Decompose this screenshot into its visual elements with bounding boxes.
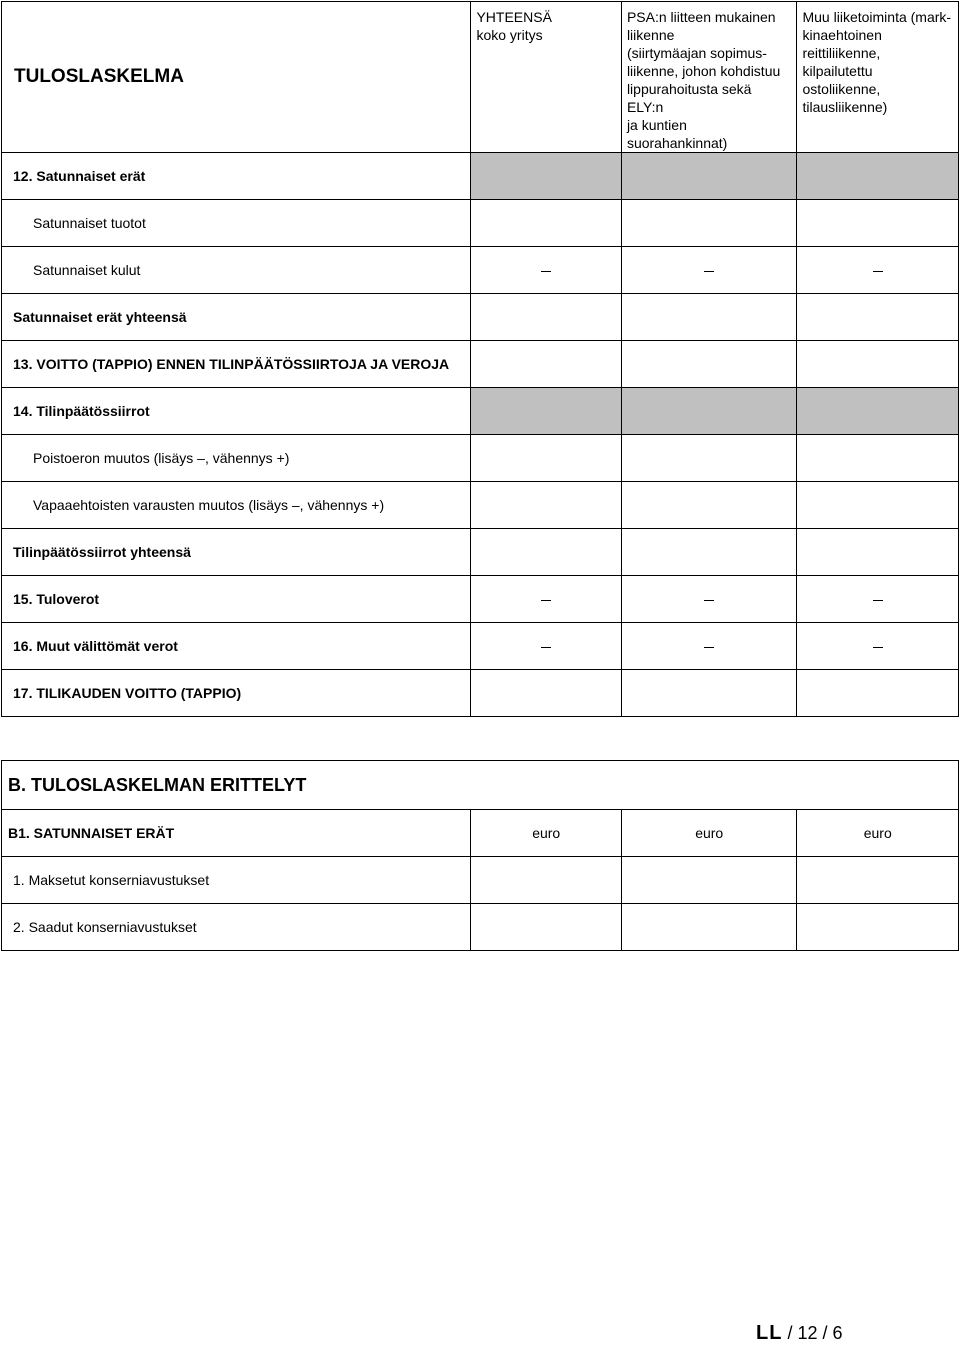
row-label: 14. Tilinpäätössiirrot: [2, 388, 471, 435]
row-17: [2, 670, 959, 717]
value-cell-other[interactable]: [797, 857, 959, 904]
value-cell-psa[interactable]: [621, 435, 797, 482]
row-14: [2, 388, 959, 435]
row-label: Satunnaiset kulut: [2, 247, 471, 294]
value-cell-psa[interactable]: [621, 857, 797, 904]
value-cell-other[interactable]: [797, 623, 959, 670]
header-other: Muu liiketoiminta (mark- kinaehtoinen reittiliikenne, kilpailutettu ostoliikenne, tilausliikenne): [797, 2, 959, 153]
value-cell-psa[interactable]: [621, 153, 797, 200]
row-label: Satunnaiset erät yhteensä: [2, 294, 471, 341]
currency-other: euro: [797, 810, 959, 857]
row-12: [2, 153, 959, 200]
value-cell-psa[interactable]: [621, 670, 797, 717]
ll-logo: LL: [756, 1322, 783, 1344]
header-psa: PSA:n liitteen mukainen liikenne (siirtymäajan sopimus- liikenne, johon kohdistuu lippurahoitusta sekä ELY:n ja kuntien suorahankinnat): [621, 2, 797, 153]
row-13: [2, 341, 959, 388]
value-cell-total[interactable]: [471, 670, 621, 717]
section-b-title-row: [2, 761, 959, 810]
value-cell-other[interactable]: [797, 200, 959, 247]
value-cell-other[interactable]: [797, 904, 959, 951]
b1-header-row: [2, 810, 959, 857]
value-cell-total[interactable]: [471, 200, 621, 247]
row-label: Tilinpäätössiirrot yhteensä: [2, 529, 471, 576]
minus-sign: [704, 600, 714, 601]
row-label: 13. VOITTO (TAPPIO) ENNEN TILINPÄÄTÖSSIIRTOJA JA VEROJA: [2, 341, 471, 388]
value-cell-total[interactable]: [471, 623, 621, 670]
value-cell-psa[interactable]: [621, 576, 797, 623]
section-b-title: B. TULOSLASKELMAN ERITTELYT: [2, 761, 959, 810]
row-label: Poistoeron muutos (lisäys –, vähennys +): [2, 435, 471, 482]
value-cell-psa[interactable]: [621, 482, 797, 529]
b1-label: B1. SATUNNAISET ERÄT: [2, 810, 471, 857]
row-satunnaiset-yhteensa: [2, 294, 959, 341]
header-total: YHTEENSÄ koko yritys: [471, 2, 621, 153]
value-cell-total[interactable]: [471, 247, 621, 294]
value-cell-psa[interactable]: [621, 294, 797, 341]
row-label: 12. Satunnaiset erät: [2, 153, 471, 200]
row-satunnaiset-kulut: [2, 247, 959, 294]
page-footer: [756, 1322, 843, 1345]
value-cell-total[interactable]: [471, 435, 621, 482]
value-cell-other[interactable]: [797, 153, 959, 200]
value-cell-total[interactable]: [471, 482, 621, 529]
value-cell-psa[interactable]: [621, 904, 797, 951]
b1-item-1: [2, 857, 959, 904]
row-label: 17. TILIKAUDEN VOITTO (TAPPIO): [2, 670, 471, 717]
minus-sign: [704, 271, 714, 272]
value-cell-total[interactable]: [471, 294, 621, 341]
minus-sign: [873, 271, 883, 272]
value-cell-psa[interactable]: [621, 623, 797, 670]
minus-sign: [541, 271, 551, 272]
value-cell-total[interactable]: [471, 904, 621, 951]
value-cell-total[interactable]: [471, 341, 621, 388]
row-label: Satunnaiset tuotot: [2, 200, 471, 247]
currency-total: euro: [471, 810, 621, 857]
minus-sign: [541, 600, 551, 601]
value-cell-total[interactable]: [471, 153, 621, 200]
b1-item-2: [2, 904, 959, 951]
item-label: 2. Saadut konserniavustukset: [2, 904, 471, 951]
value-cell-other[interactable]: [797, 576, 959, 623]
row-satunnaiset-tuotot: [2, 200, 959, 247]
value-cell-other[interactable]: [797, 294, 959, 341]
value-cell-psa[interactable]: [621, 200, 797, 247]
value-cell-psa[interactable]: [621, 341, 797, 388]
value-cell-psa[interactable]: [621, 388, 797, 435]
row-tilinpaatossiirrot-yhteensa: [2, 529, 959, 576]
page-title: TULOSLASKELMA: [2, 2, 471, 153]
minus-sign: [704, 647, 714, 648]
minus-sign: [873, 647, 883, 648]
value-cell-total[interactable]: [471, 857, 621, 904]
value-cell-total[interactable]: [471, 576, 621, 623]
item-label: 1. Maksetut konserniavustukset: [2, 857, 471, 904]
row-vapaaehtoiset-varaukset: [2, 482, 959, 529]
value-cell-other[interactable]: [797, 529, 959, 576]
value-cell-other[interactable]: [797, 482, 959, 529]
row-15: [2, 576, 959, 623]
minus-sign: [873, 600, 883, 601]
row-label: 15. Tuloverot: [2, 576, 471, 623]
row-label: 16. Muut välittömät verot: [2, 623, 471, 670]
value-cell-other[interactable]: [797, 247, 959, 294]
value-cell-total[interactable]: [471, 388, 621, 435]
value-cell-other[interactable]: [797, 388, 959, 435]
minus-sign: [541, 647, 551, 648]
value-cell-other[interactable]: [797, 435, 959, 482]
value-cell-total[interactable]: [471, 529, 621, 576]
row-16: [2, 623, 959, 670]
currency-psa: euro: [621, 810, 797, 857]
income-statement-table: [1, 1, 959, 717]
header-row: [2, 2, 959, 153]
value-cell-psa[interactable]: [621, 247, 797, 294]
value-cell-psa[interactable]: [621, 529, 797, 576]
row-label: Vapaaehtoisten varausten muutos (lisäys –, vähennys +): [2, 482, 471, 529]
row-poistoeron-muutos: [2, 435, 959, 482]
page-number: / 12 / 6: [787, 1323, 843, 1343]
value-cell-other[interactable]: [797, 670, 959, 717]
value-cell-other[interactable]: [797, 341, 959, 388]
specifications-table: [1, 760, 959, 951]
